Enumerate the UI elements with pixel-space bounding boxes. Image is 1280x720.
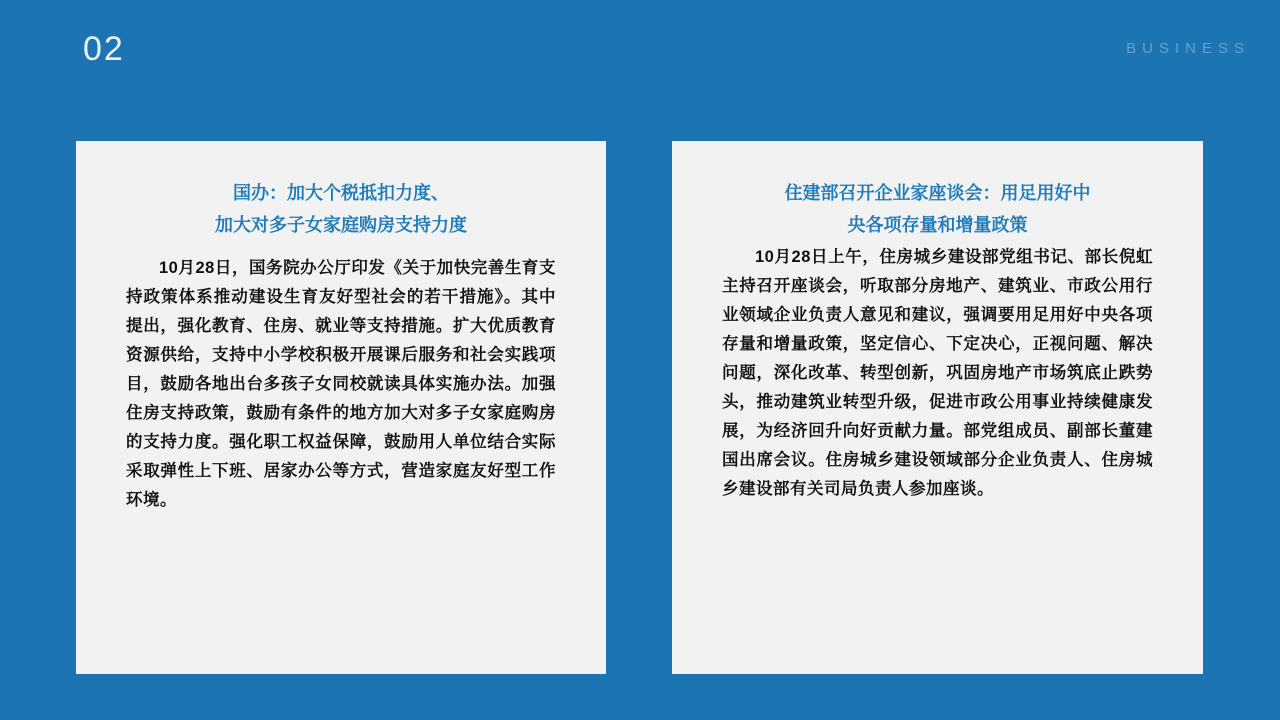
- page-number: 02: [83, 30, 125, 68]
- left-card-title: [126, 177, 556, 241]
- left-news-card: [76, 141, 606, 674]
- left-card-title-line1: 国办：加大个税抵扣力度、: [233, 183, 449, 203]
- left-card-title-line2: 加大对多子女家庭购房支持力度: [215, 215, 467, 235]
- business-watermark: BUSINESS: [1126, 40, 1250, 57]
- right-news-card: [672, 141, 1203, 674]
- right-card-title: [722, 177, 1153, 241]
- right-card-title-line2: 央各项存量和增量政策: [847, 215, 1028, 235]
- right-card-body: 10月28日上午，住房城乡建设部党组书记、部长倪虹主持召开座谈会，听取部分房地产、建筑业、市政公用行业领域企业负责人意见和建议，强调要用足用好中央各项存量和增量政策，坚定信心、下定决心，正视问题、解决问题，深化改革、转型创新，巩固房地产市场筑底止跌势头，推动建筑业转型升级，促进市政公用事业持续健康发展，为经济回升向好贡献力量。部党组成员、副部长董建国出席会议。住房城乡建设领域部分企业负责人、住房城乡建设部有关司局负责人参加座谈。: [722, 248, 1153, 498]
- left-card-body: 10月28日，国务院办公厅印发《关于加快完善生育支持政策体系推动建设生育友好型社会的若干措施》。其中提出，强化教育、住房、就业等支持措施。扩大优质教育资源供给，支持中小学校积极开展课后服务和社会实践项目，鼓励各地出台多孩子女同校就读具体实施办法。加强住房支持政策，鼓励有条件的地方加大对多子女家庭购房的支持力度。强化职工权益保障，鼓励用人单位结合实际采取弹性上下班、居家办公等方式，营造家庭友好型工作环境。: [126, 259, 556, 509]
- right-card-title-line1: 住建部召开企业家座谈会：用足用好中: [784, 183, 1091, 203]
